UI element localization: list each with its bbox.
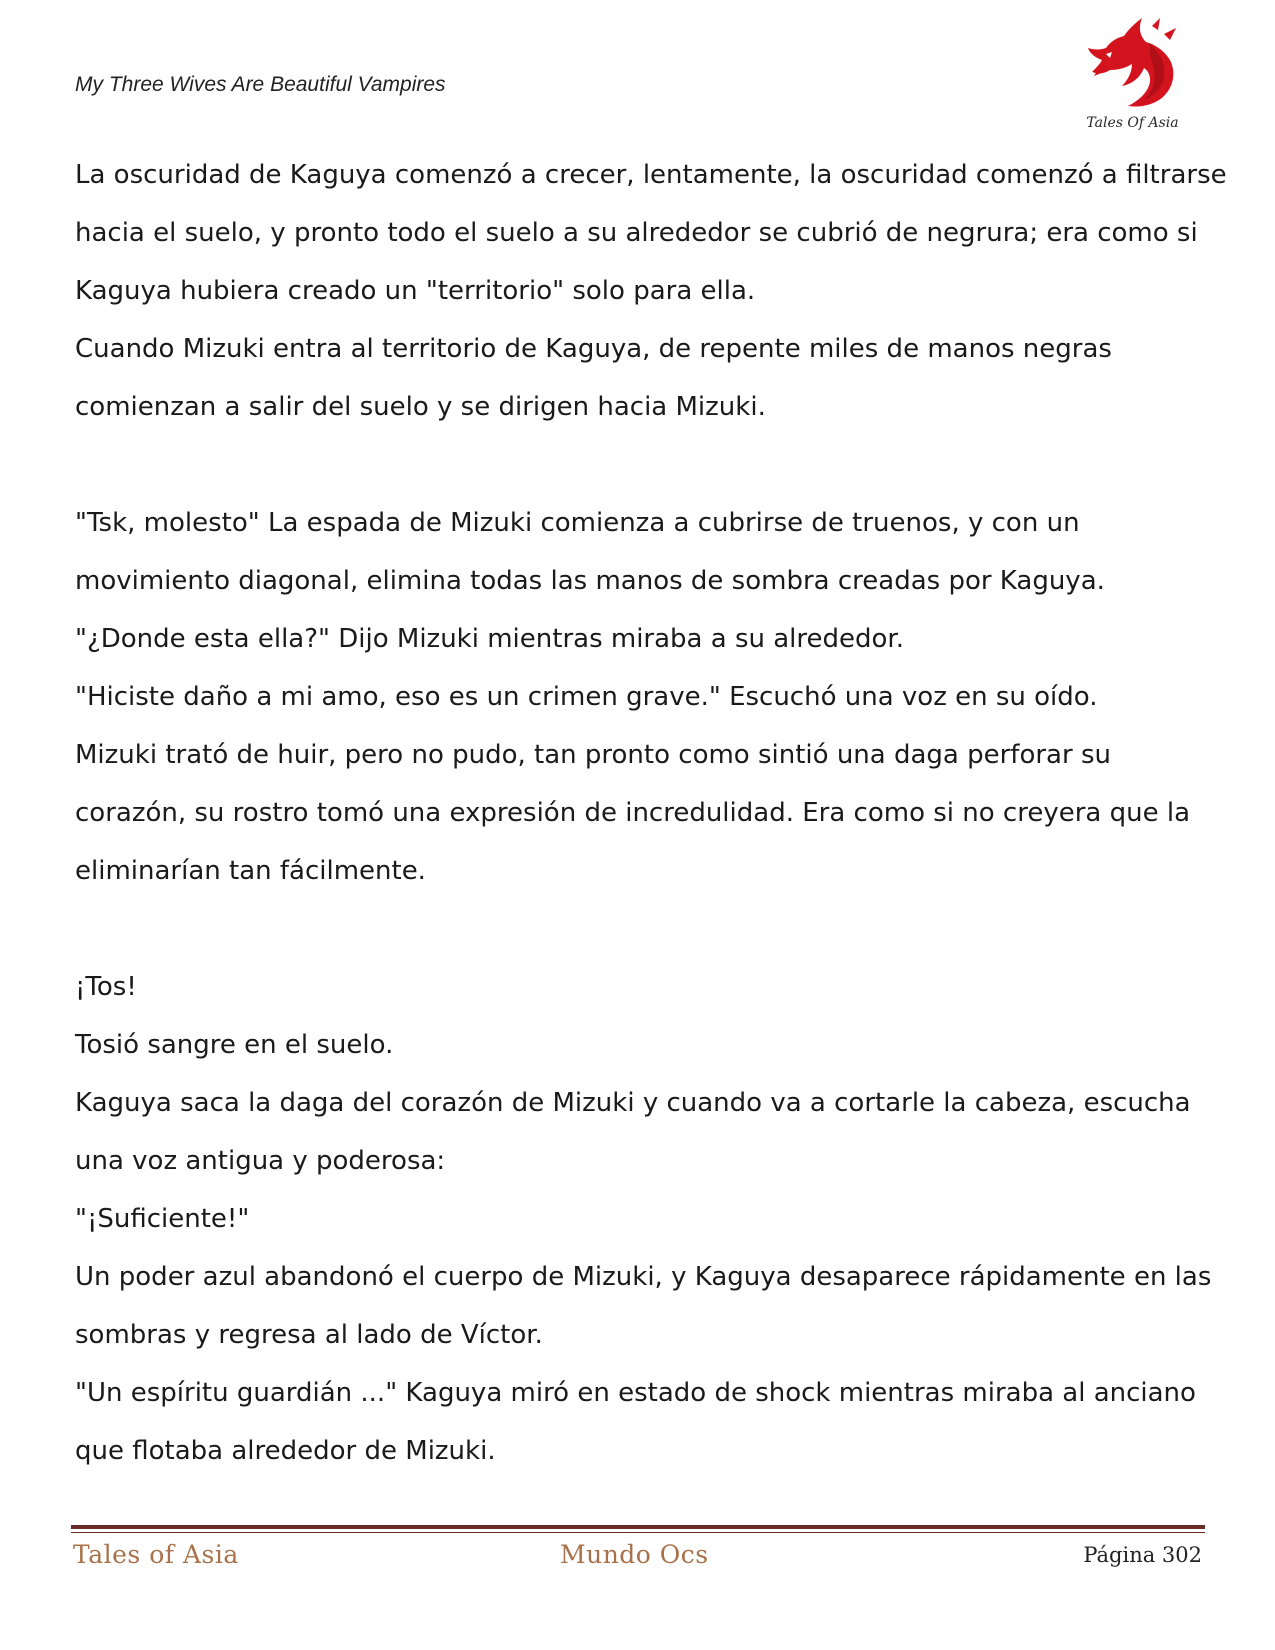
book-title: My Three Wives Are Beautiful Vampires — [75, 73, 446, 96]
body-text — [75, 146, 1227, 1480]
text-line: "¿Donde esta ella?" Dijo Mizuki mientras miraba a su alrededor. — [75, 624, 904, 654]
logo-text: Tales Of Asia — [1086, 115, 1179, 131]
text-line: La oscuridad de Kaguya comenzó a crecer, lentamente, la oscuridad comenzó a filtrarse — [75, 160, 1227, 190]
text-line: "Hiciste daño a mi amo, eso es un crimen grave." Escuchó una voz en su oído. — [75, 682, 1098, 712]
red-dragon-icon — [1080, 14, 1185, 114]
footer-rule — [71, 1525, 1205, 1529]
text-line: "Tsk, molesto" La espada de Mizuki comienza a cubrirse de truenos, y con un — [75, 508, 1080, 538]
text-line: movimiento diagonal, elimina todas las manos de sombra creadas por Kaguya. — [75, 566, 1105, 596]
text-line: "Un espíritu guardián ..." Kaguya miró en estado de shock mientras miraba al anciano — [75, 1378, 1196, 1408]
footer-center-text: Mundo Ocs — [560, 1540, 709, 1569]
text-line: Cuando Mizuki entra al territorio de Kaguya, de repente miles de manos negras — [75, 334, 1112, 364]
text-line: hacia el suelo, y pronto todo el suelo a su alrededor se cubrió de negrura; era como si — [75, 218, 1198, 248]
text-line: Mizuki trató de huir, pero no pudo, tan pronto como sintió una daga perforar su — [75, 740, 1111, 770]
text-line: una voz antigua y poderosa: — [75, 1146, 446, 1176]
text-line: sombras y regresa al lado de Víctor. — [75, 1320, 543, 1350]
blank-line — [75, 436, 1205, 494]
text-line: "¡Suficiente!" — [75, 1204, 250, 1234]
blank-line — [75, 900, 1205, 958]
text-line: corazón, su rostro tomó una expresión de incredulidad. Era como si no creyera que la — [75, 798, 1191, 828]
text-line: Tosió sangre en el suelo. — [75, 1030, 394, 1060]
text-line: ¡Tos! — [75, 972, 137, 1002]
footer-left-text: Tales of Asia — [73, 1540, 239, 1569]
tales-of-asia-logo — [1080, 14, 1185, 138]
text-line: Un poder azul abandonó el cuerpo de Mizuki, y Kaguya desaparece rápidamente en las — [75, 1262, 1212, 1292]
text-line: Kaguya saca la daga del corazón de Mizuki y cuando va a cortarle la cabeza, escucha — [75, 1088, 1191, 1118]
footer-rule-thin — [71, 1532, 1205, 1533]
text-line: comienzan a salir del suelo y se dirigen hacia Mizuki. — [75, 392, 766, 422]
text-line: Kaguya hubiera creado un "territorio" solo para ella. — [75, 276, 756, 306]
text-line: eliminarían tan fácilmente. — [75, 856, 426, 886]
text-line: que flotaba alrededor de Mizuki. — [75, 1436, 496, 1466]
page-number: Página 302 — [1083, 1543, 1202, 1567]
